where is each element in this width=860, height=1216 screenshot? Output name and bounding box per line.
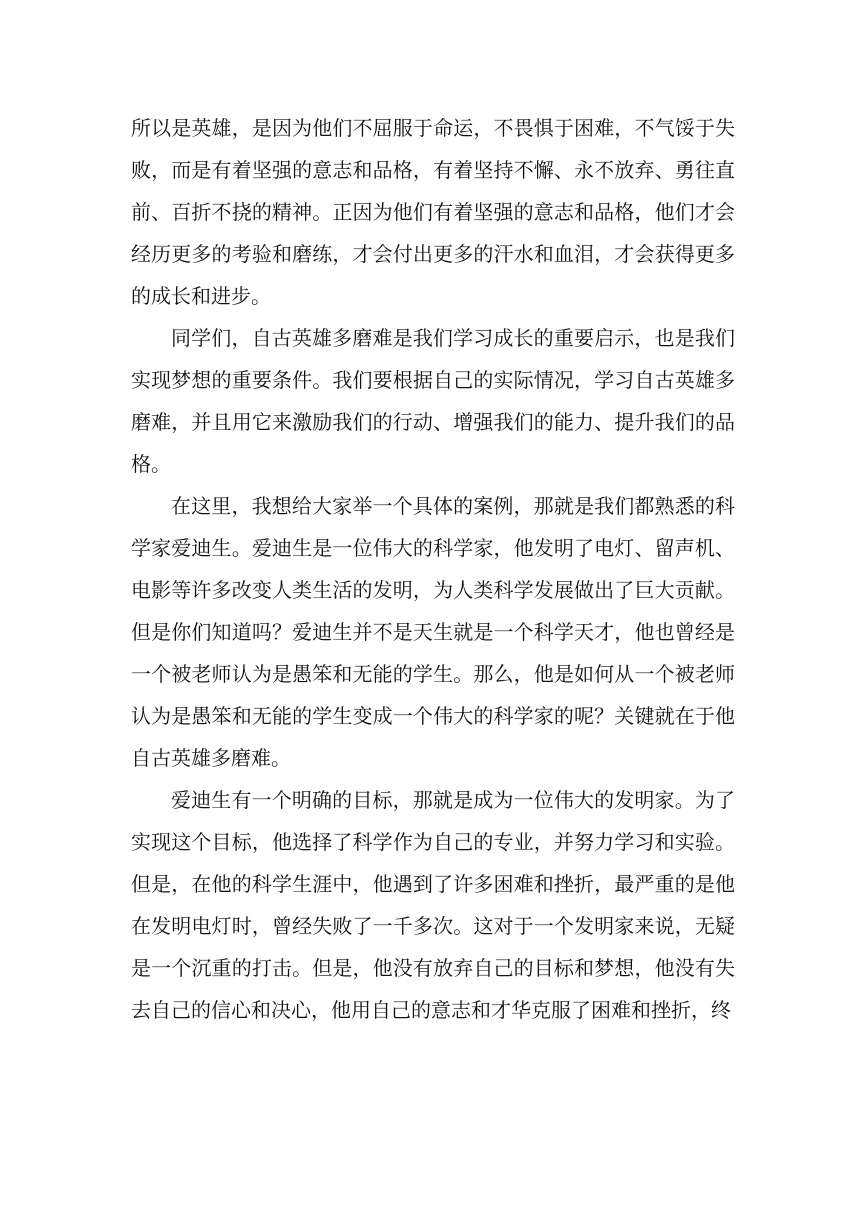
- paragraph-3: 在这里，我想给大家举一个具体的案例，那就是我们都熟悉的科学家爱迪生。爱迪生是一位伟大的科学家，他发明了电灯、留声机、电影等许多改变人类生活的发明，为人类科学发展做出了巨大贡献。但是你们知道吗？爱迪生并不是天生就是一个科学天才，他也曾经是一个被老师认为是愚笨和无能的学生。那么，他是如何从一个被老师认为是愚笨和无能的学生变成一个伟大的科学家的呢？关键就在于他自古英雄多磨难。: [131, 494, 735, 770]
- paragraph-1: 所以是英雄，是因为他们不屈服于命运，不畏惧于困难，不气馁于失败，而是有着坚强的意志和品格，有着坚持不懈、永不放弃、勇往直前、百折不挠的精神。正因为他们有着坚强的意志和品格，他们才会经历更多的考验和磨练，才会付出更多的汗水和血泪，才会获得更多的成长和进步。: [131, 116, 735, 308]
- paragraph-4: 爱迪生有一个明确的目标，那就是成为一位伟大的发明家。为了实现这个目标，他选择了科学作为自己的专业，并努力学习和实验。但是，在他的科学生涯中，他遇到了许多困难和挫折，最严重的是他在发明电灯时，曾经失败了一千多次。这对于一个发明家来说，无疑是一个沉重的打击。但是，他没有放弃自己的目标和梦想，他没有失去自己的信心和决心，他用自己的意志和才华克服了困难和挫折，终: [131, 788, 735, 1022]
- document-body: [131, 107, 735, 1031]
- paragraph-2: 同学们，自古英雄多磨难是我们学习成长的重要启示，也是我们实现梦想的重要条件。我们要根据自己的实际情况，学习自古英雄多磨难，并且用它来激励我们的行动、增强我们的能力、提升我们的品格。: [131, 326, 735, 476]
